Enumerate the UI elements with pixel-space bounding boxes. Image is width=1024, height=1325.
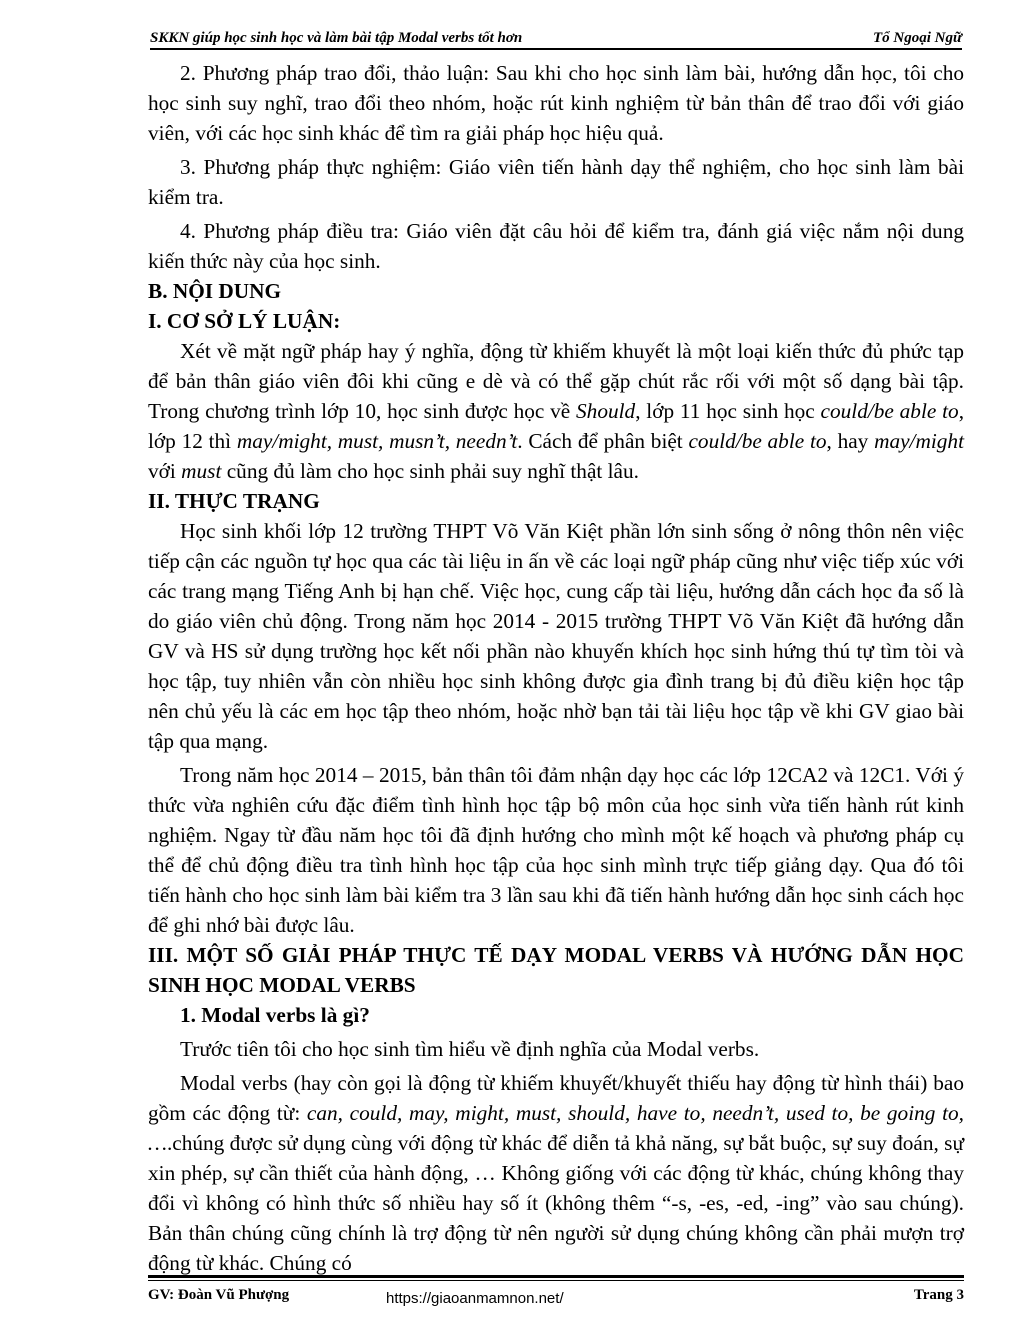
header-department: Tổ Ngoại Ngữ: [873, 30, 962, 46]
footer-rule-thin: [148, 1280, 964, 1281]
paragraph-method-3: 3. Phương pháp thực nghiệm: Giáo viên tiến hành dạy thể nghiệm, cho học sinh làm bài kiểm tra.: [148, 155, 964, 209]
paragraph-method-2: 2. Phương pháp trao đổi, thảo luận: Sau khi cho học sinh làm bài, hướng dẫn học, tôi cho học sinh suy nghĩ, trao đổi theo nhóm, hoặc rút kinh nghiệm từ bản thân để trao đổi với giáo viên, với các học sinh khác để tìm ra giải pháp học hiệu quả.: [148, 61, 964, 145]
paragraph-modal-verbs: Modal verbs (hay còn gọi là động từ khiếm khuyết/khuyết thiếu hay động từ hình thái) bao gồm các động từ: can, could, may, might, must, should, have to, needn’t, used to, be going to, ….chúng được sử dụng cùng với động từ khác để diễn tả khả năng, sự bắt buộc, sự suy đoán, sự xin phép, sự cần thiết của hành động, … Không giống với các động từ khác, chúng không thay đổi vì không có hình thức số nhiều hay số ít (không thêm “-s, -es, -ed, -ing” vào sau chúng). Bản thân chúng cũng chính là trợ động từ nên người sử dụng chúng không cần phải mượn trợ động từ khác. Chúng có: [148, 1071, 964, 1275]
footer-author: GV: Đoàn Vũ Phượng: [148, 1287, 290, 1303]
paragraph-school-year: Trong năm học 2014 – 2015, bản thân tôi đảm nhận dạy học các lớp 12CA2 và 12C1. Với ý thức vừa nghiên cứu đặc điểm tình hình học tập bộ môn của học sinh vừa tiến hành rút kinh nghiệm. Ngay từ đầu năm học tôi đã định hướng cho mình một kế hoạch và phương pháp cụ thể để chủ động điều tra tình hình học tập của học sinh mình trực tiếp giảng dạy. Qua đó tôi tiến hành cho học sinh làm bài kiểm tra 3 lần sau khi đã tiến hành hướng dẫn học sinh cách học để ghi nhớ bài được lâu.: [148, 763, 964, 937]
header-title: SKKN giúp học sinh học và làm bài tập Modal verbs tốt hơn: [150, 30, 523, 46]
heading-section-iii: III. MỘT SỐ GIẢI PHÁP THỰC TẾ DẠY MODAL VERBS VÀ HƯỚNG DẪN HỌC SINH HỌC MODAL VERBS: [148, 943, 964, 997]
header-rule: [150, 48, 962, 50]
paragraph-method-4: 4. Phương pháp điều tra: Giáo viên đặt câu hỏi để kiểm tra, đánh giá việc nắm nội dung kiến thức này của học sinh.: [148, 219, 964, 273]
document-body: [148, 58, 964, 1278]
paragraph-theory: Xét về mặt ngữ pháp hay ý nghĩa, động từ khiếm khuyết là một loại kiến thức đủ phức tạp để bản thân giáo viên đôi khi cũng e dè và có thể gặp chút rắc rối với một số dạng bài tập. Trong chương trình lớp 10, học sinh được học về Should, lớp 11 học sinh học could/be able to, lớp 12 thì may/might, must, musn’t, needn’t. Cách để phân biệt could/be able to, hay may/might với must cũng đủ làm cho học sinh phải suy nghĩ thật lâu.: [148, 339, 965, 483]
footer-rule-thick: [148, 1275, 964, 1278]
paragraph-situation: Học sinh khối lớp 12 trường THPT Võ Văn Kiệt phần lớn sinh sống ở nông thôn nên việc tiếp cận các nguồn tự học qua các tài liệu in ấn về các loại ngữ pháp cũng như việc tiếp xúc với các trang mạng Tiếng Anh bị hạn chế. Việc học, cung cấp tài liệu, hướng dẫn cách học đa số là do giáo viên chủ động. Trong năm học 2014 - 2015 trường THPT Võ Văn Kiệt đã hướng dẫn GV và HS sử dụng trường học kết nối phần nào khuyến khích học sinh hứng thú tự tìm tòi và học tập, tuy nhiên vẫn còn nhiều học sinh không được gia đình trang bị đủ điều kiện học tập nên chủ yếu là các em học tập theo nhóm, hoặc nhờ bạn tải tài liệu học tập về khi GV giao bài tập qua mạng.: [148, 519, 964, 753]
heading-section-b: B. NỘI DUNG: [148, 279, 282, 303]
heading-section-i: I. CƠ SỞ LÝ LUẬN:: [148, 309, 341, 333]
page-footer: [148, 1275, 964, 1315]
page-header: [150, 26, 962, 50]
paragraph-definition-intro: Trước tiên tôi cho học sinh tìm hiểu về định nghĩa của Modal verbs.: [180, 1037, 760, 1061]
page-number: Trang 3: [913, 1287, 964, 1303]
heading-section-ii: II. THỰC TRẠNG: [148, 489, 320, 513]
heading-modal-verbs-definition: 1. Modal verbs là gì?: [180, 1003, 370, 1027]
footer-url: https://giaoanmamnon.net/: [386, 1290, 564, 1307]
